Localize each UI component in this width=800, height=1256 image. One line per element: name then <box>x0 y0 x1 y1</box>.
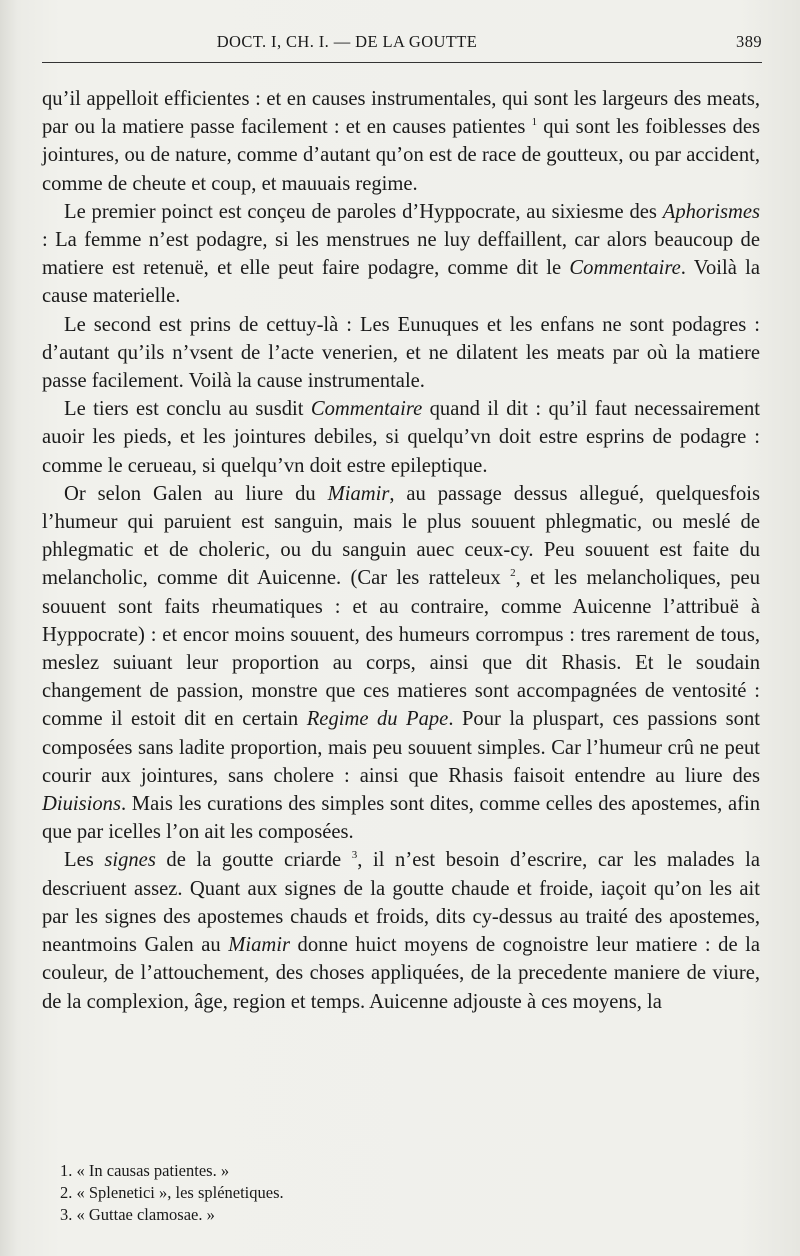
paragraph <box>42 480 760 847</box>
italic-title: Diuisions <box>42 793 121 816</box>
italic-title: Miamir <box>228 934 290 957</box>
text-run: qu’il appelloit efficientes : et en causes instrumentales, qui sont les largeurs des meats, par ou la matiere passe facilement : et en causes patientes <box>42 88 760 139</box>
text-run: . Mais les curations des simples sont dites, comme celles des apostemes, afin que par icelles l’on ait les composées. <box>42 793 760 844</box>
page-number: 389 <box>736 32 762 51</box>
italic-title: Commentaire <box>310 398 423 421</box>
footnote-ref: 1 <box>531 116 538 129</box>
italic-title: signes <box>104 849 156 872</box>
text-run: Le second est prins de cettuy-là : Les Eunuques et les enfans ne sont podagres : d’autant qu’ils n’vsent de l’acte venerien, et ne dilatent les meats par où la matiere passe facilement. Voilà la cause instrumentale. <box>42 313 760 393</box>
text-run: Or selon Galen au liure du <box>64 482 328 505</box>
footnote-1: 1. « In causas patientes. » <box>60 1161 230 1180</box>
text-run: , il n’est besoin d’escrire, car les malades la descriuent assez. Quant aux signes de la goutte chaude et froide, iaçoit qu’on les ait par les signes des apostemes chauds et froids, dits cy-dessus au traité des apostemes, neantmoins Galen au <box>42 849 760 957</box>
italic-title: Commentaire <box>569 257 681 280</box>
paragraph <box>42 311 760 396</box>
italic-title: Aphorismes <box>662 200 760 223</box>
header-rule <box>42 62 762 63</box>
running-head <box>42 30 762 56</box>
body-text <box>42 85 760 1016</box>
text-run: . Voilà la cause materielle. <box>42 257 760 308</box>
text-run: donne huict moyens de cognoistre leur matiere : de la couleur, de l’attouchement, des choses appliquées, de la precedente maniere de viure, de la complexion, âge, region et temps. Auicenne adjouste à ces moyens, la <box>42 934 761 1013</box>
footnote-ref: 2 <box>510 567 516 580</box>
text-run: de la goutte criarde <box>155 849 352 872</box>
text-run: Les <box>64 849 105 872</box>
text-run: , au passage dessus allegué, quelquesfois l’humeur qui paruient est sanguin, mais le plus souuent phlegmatic, ou meslé de phlegmatic et de choleric, ou du sanguin auec ceux-cy. Peu souuent est faite du melancholic, comme dit Auicenne. (Car les ratteleux <box>42 482 760 590</box>
paragraph <box>42 198 760 311</box>
italic-title: Miamir <box>327 482 390 505</box>
footnotes <box>60 1160 740 1226</box>
paragraph <box>42 395 760 480</box>
text-run: qui sont les foiblesses des jointures, ou de nature, comme d’autant qu’on est de race de goutteux, ou par accident, comme de cheute et coup, et mauuais regime. <box>42 116 761 195</box>
footnote-3: 3. « Guttae clamosae. » <box>60 1205 215 1224</box>
text-run: . Pour la pluspart, ces passions sont composées sans ladite proportion, mais peu souuent simples. Car l’humeur crû ne peut courir aux jointures, sans cholere : ainsi que Rhasis faisoit entendre au liure des <box>42 708 760 787</box>
italic-title: Regime du Pape <box>306 708 449 731</box>
text-run: Le premier poinct est conçeu de paroles d’Hyppocrate, au sixiesme des <box>64 200 663 223</box>
text-run: : La femme n’est podagre, si les menstrues ne luy deffaillent, car alors beaucoup de matiere est retenuë, et elle peut faire podagre, comme dit le <box>42 229 760 280</box>
paragraph <box>42 846 760 1015</box>
paragraph <box>42 85 760 198</box>
footnote-2: 2. « Splenetici », les splénetiques. <box>60 1183 284 1202</box>
running-title: DOCT. I, CH. I. — DE LA GOUTTE <box>216 32 478 51</box>
text-run: , et les melancholiques, peu souuent sont faits rheumatiques : et au contraire, comme Auicenne l’attribuë à Hyppocrate) : et encor moins souuent, des humeurs corrompus : tres rarement de tous, meslez suiuant leur proportion au corps, ainsi que dit Rhasis. Et le soudain changement de passion, monstre que ces matieres sont accompagnées de ventosité : comme il estoit dit en certain <box>42 567 760 731</box>
text-run: quand il dit : qu’il faut necessairement auoir les pieds, et les jointures debiles, si quelqu’vn doit estre esprins de podagre : comme le cerueau, si quelqu’vn doit estre epileptique. <box>42 398 760 477</box>
footnote-ref: 3 <box>351 849 358 862</box>
text-run: Le tiers est conclu au susdit <box>64 398 311 421</box>
